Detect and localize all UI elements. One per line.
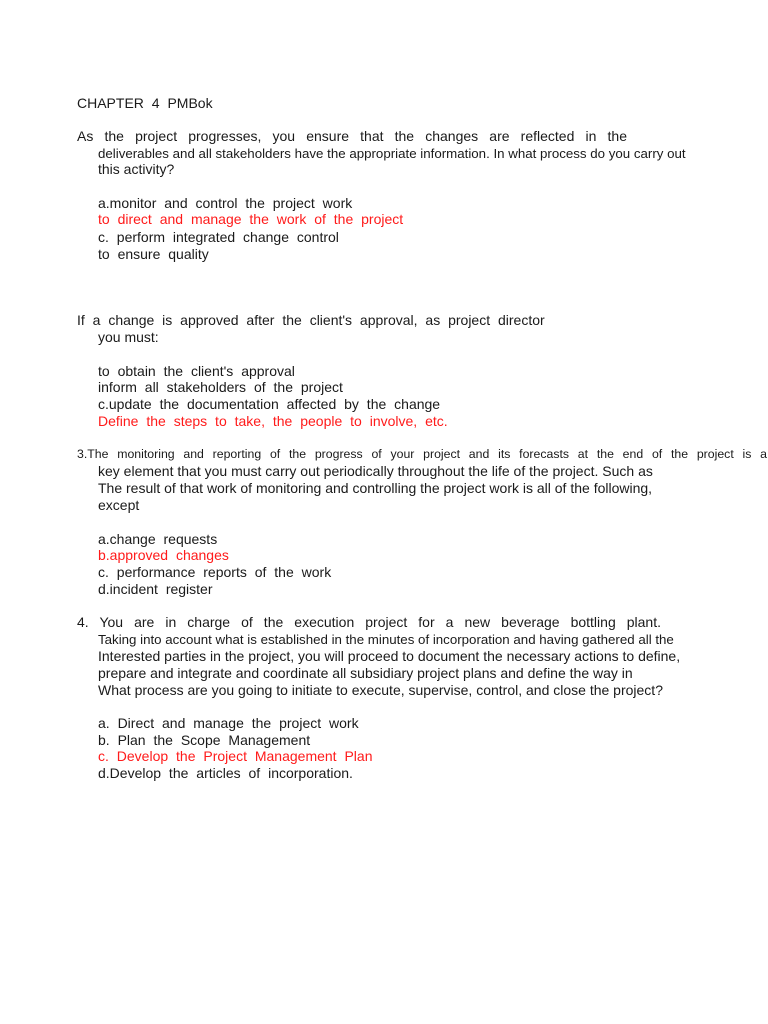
q4-line-5: What process are you going to initiate to execute, supervise, control, and close the project? xyxy=(98,682,663,698)
q2-option-d-answer: Define the steps to take, the people to involve, etc. xyxy=(98,413,448,429)
q3-line-1: 3.The monitoring and reporting of the progress of your project and its forecasts at the end of the project is a xyxy=(77,447,767,461)
q3-line-3: The result of that work of monitoring and controlling the project work is all of the following, xyxy=(98,480,653,496)
q2-option-b: inform all stakeholders of the project xyxy=(98,379,343,395)
page-title: CHAPTER 4 PMBok xyxy=(77,95,213,111)
q4-line-3: Interested parties in the project, you will proceed to document the necessary actions to define, xyxy=(98,648,681,664)
q1-line-3: this activity? xyxy=(98,161,175,177)
q1-line-2: deliverables and all stakeholders have the appropriate information. In what process do you carry out xyxy=(98,146,686,161)
q4-option-d: d.Develop the articles of incorporation. xyxy=(98,765,353,781)
q4-line-2: Taking into account what is established in the minutes of incorporation and having gathered all the xyxy=(98,632,674,647)
q4-line-1: 4. You are in charge of the execution project for a new beverage bottling plant. xyxy=(77,614,661,630)
q1-option-d: to ensure quality xyxy=(98,246,209,262)
q3-option-a: a.change requests xyxy=(98,531,218,547)
q2-option-c: c.update the documentation affected by the change xyxy=(98,396,441,412)
q1-option-a: a.monitor and control the project work xyxy=(98,195,353,211)
q4-option-b: b. Plan the Scope Management xyxy=(98,732,311,748)
q1-option-c: c. perform integrated change control xyxy=(98,229,339,245)
q2-option-a: to obtain the client's approval xyxy=(98,363,295,379)
q3-option-b-answer: b.approved changes xyxy=(98,547,229,563)
q4-option-a: a. Direct and manage the project work xyxy=(98,715,359,731)
q4-line-4: prepare and integrate and coordinate all subsidiary project plans and define the way in xyxy=(98,665,633,681)
q3-option-d: d.incident register xyxy=(98,581,213,597)
q3-line-4: except xyxy=(98,497,140,513)
q3-option-c: c. performance reports of the work xyxy=(98,564,332,580)
q3-line-2: key element that you must carry out periodically throughout the life of the project. Such as xyxy=(98,463,653,479)
q2-line-1: If a change is approved after the client's approval, as project director xyxy=(77,312,545,328)
q1-line-1: As the project progresses, you ensure that the changes are reflected in the xyxy=(77,128,627,144)
q4-option-c-answer: c. Develop the Project Management Plan xyxy=(98,748,373,764)
q2-line-2: you must: xyxy=(98,329,159,345)
q1-option-b-answer: to direct and manage the work of the project xyxy=(98,211,404,227)
